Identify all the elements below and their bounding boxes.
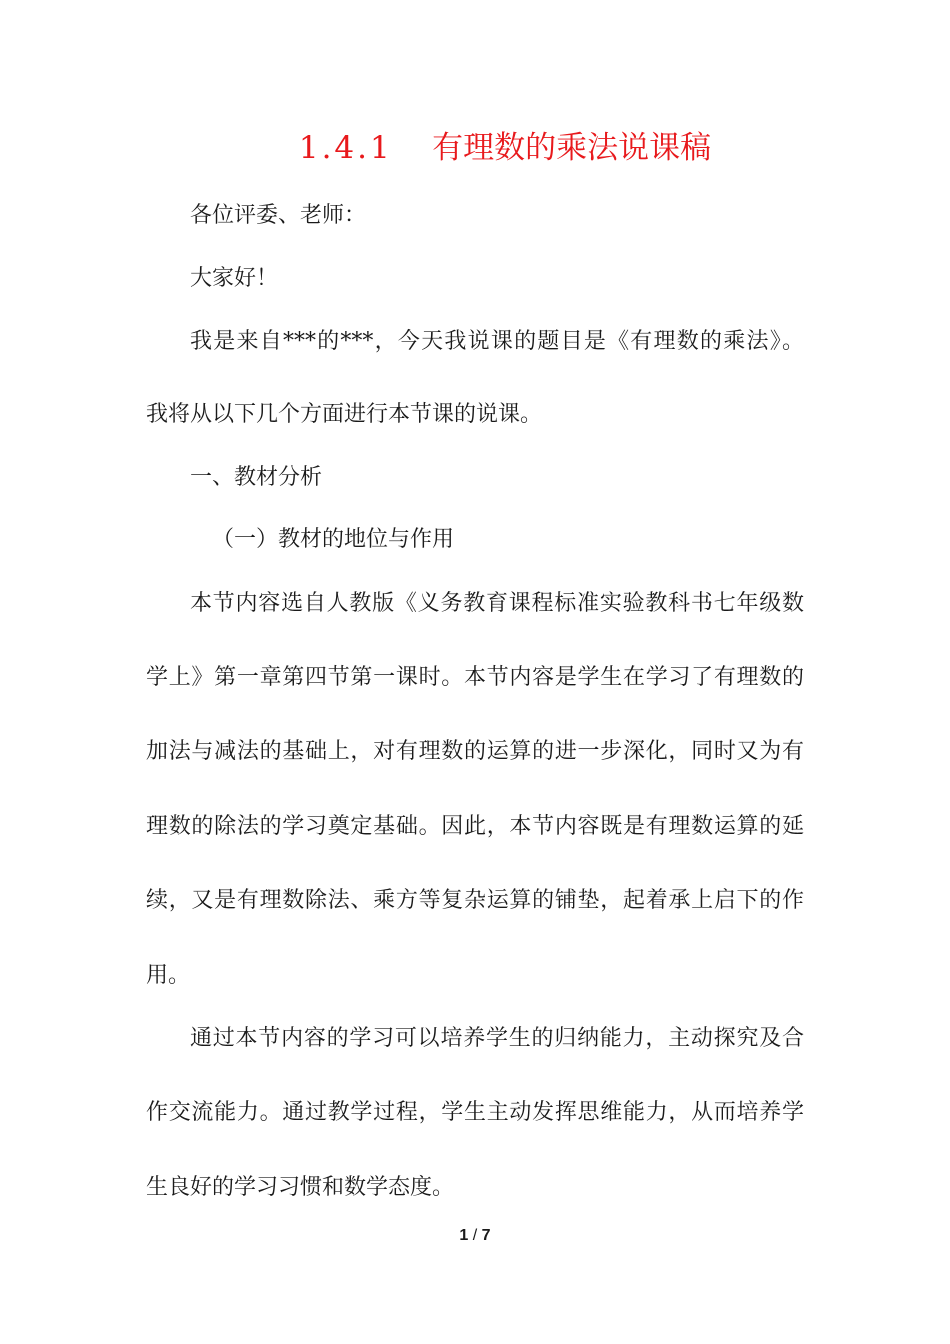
section-heading: 一、教材分析 xyxy=(190,465,323,490)
paragraph-line: 生良好的学习习惯和数学态度。 xyxy=(146,1175,455,1200)
subsection-heading: （一）教材的地位与作用 xyxy=(212,527,455,552)
paragraph-line: 通过本节内容的学习可以培养学生的归纳能力，主动探究及合 xyxy=(190,1026,804,1051)
title-text: 有理数的乘法说课稿 xyxy=(432,130,712,166)
document-title xyxy=(0,122,950,174)
greeting: 各位评委、老师： xyxy=(190,203,367,228)
page-total: 7 xyxy=(481,1227,491,1244)
paragraph-line: 理数的除法的学习奠定基础。因此，本节内容既是有理数运算的延 xyxy=(146,814,804,839)
paragraph-line: 本节内容选自人教版《义务教育课程标准实验教科书七年级数 xyxy=(190,591,804,616)
hello: 大家好！ xyxy=(190,266,279,291)
intro-line-2: 我将从以下几个方面进行本节课的说课。 xyxy=(146,402,543,427)
title-number: 1.4.1 xyxy=(298,130,393,166)
paragraph-line: 加法与减法的基础上，对有理数的运算的进一步深化，同时又为有 xyxy=(146,739,804,764)
page-indicator: 1 / 7 xyxy=(459,1227,491,1244)
paragraph-line: 作交流能力。通过教学过程，学生主动发挥思维能力，从而培养学 xyxy=(146,1100,804,1125)
paragraph-line: 用。 xyxy=(146,963,191,988)
intro-line-1: 我是来自***的***，今天我说课的题目是《有理数的乘法》。 xyxy=(190,329,804,354)
paragraph-line: 学上》第一章第四节第一课时。本节内容是学生在学习了有理数的 xyxy=(146,665,804,690)
paragraph-line: 续，又是有理数除法、乘方等复杂运算的铺垫，起着承上启下的作 xyxy=(146,888,804,913)
page-number: 1 xyxy=(459,1227,469,1244)
